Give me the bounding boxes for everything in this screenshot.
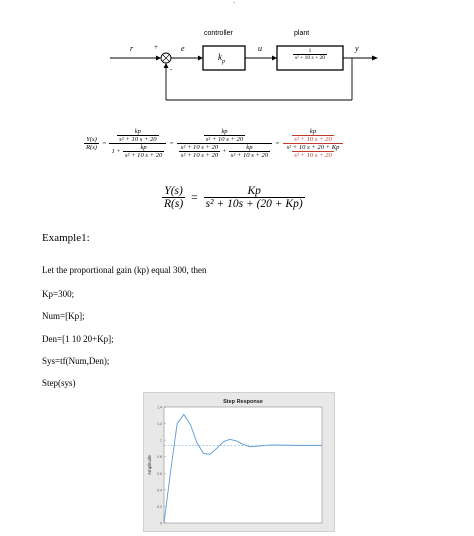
simplified-fraction: $\frac{\frac{kp}{\text{s² + 10 s + 20}}}{\frac{\text{s² + 10 s + 20 + Kp}}{\text{s² + 10 s + 20}}}$: [283, 128, 344, 159]
example-line-5: Sys=tf(Num,Den);: [42, 356, 110, 366]
example-line-4: Den=[1 10 20+Kp];: [42, 334, 114, 344]
y-tick-label: 0.8: [157, 455, 162, 460]
equation-chain: $\frac{Y(s)}{R(s)}$ = $\frac{kp}{\text{s² + 10 s + 20}}$ 1 + $\frac{kp}{\text{s² + 10 s + 20}}$ = $\frac{kp}{\text{s² + 10 s + 20}}$ $\frac{\text{s² + 10 s + 20}}{\text{s² + 10 s + 20}}$ + $\frac{kp}{\text{s² + 10 s + 20}}$ = $\frac{\frac{kp}{\text{s² + 10 s + 20}}}{\frac{\text{s² + 10 s + 20 + Kp}}{\text{s² + 10 s + 20}}}$: [84, 128, 343, 159]
y-tick-label: 1.2: [157, 422, 162, 427]
y-tick-label: 0.6: [157, 471, 162, 476]
plot-area: [164, 407, 322, 523]
block-diagram: [110, 26, 380, 106]
example-heading: Example1:: [42, 232, 90, 244]
y-tick-label: 1: [160, 438, 162, 443]
example-line-6: Step(sys): [42, 378, 76, 388]
example-line-2: Kp=300;: [42, 289, 75, 299]
minus-sign: -: [170, 65, 173, 73]
signal-e-label: e: [181, 44, 185, 53]
step-response-figure: [143, 392, 335, 532]
example-line-1: Let the proportional gain (kp) equal 300, then: [42, 265, 207, 275]
open-loop-fraction-1: $\frac{kp}{\text{s² + 10 s + 20}}$ 1 + $\frac{kp}{\text{s² + 10 s + 20}}$: [109, 128, 166, 159]
chart-ylabel: Amplitude: [147, 454, 152, 476]
signal-y-label: y: [355, 44, 359, 53]
lhs-fraction: $\frac{Y(s)}{R(s)}$: [86, 136, 97, 151]
y-tick-label: 0: [160, 521, 162, 526]
y-tick-label: 0.2: [157, 504, 162, 509]
y-tick-label: 1.4: [157, 405, 162, 410]
chart-title: Step Response: [223, 399, 263, 405]
signal-r-label: r: [130, 44, 134, 53]
closed-loop-equation: $\frac{Y(s)}{R(s)}$ = $\frac{Kp}{\text{s² + 10s + (20 + Kp)}}$: [164, 185, 303, 210]
controller-label: controller: [204, 30, 233, 37]
example-line-3: Num=[Kp];: [42, 311, 85, 321]
controller-gain: $k_p$: [218, 52, 225, 65]
plant-transfer-function: $\frac{1}{\text{s² + 10 s + 20}}$: [294, 48, 325, 61]
plus-sign: +: [154, 43, 158, 51]
plant-label: plant: [294, 30, 310, 37]
signal-u-label: u: [258, 44, 262, 53]
block-diagram-svg: [110, 26, 380, 106]
top-tick-mark: -: [233, 0, 236, 7]
step-response-chart: [144, 393, 334, 531]
open-loop-fraction-2: $\frac{kp}{\text{s² + 10 s + 20}}$ $\frac{\text{s² + 10 s + 20}}{\text{s² + 10 s + 20}}$ + $\frac{kp}{\text{s² + 10 s + 20}}$: [177, 128, 272, 159]
y-tick-label: 0.4: [157, 488, 162, 493]
